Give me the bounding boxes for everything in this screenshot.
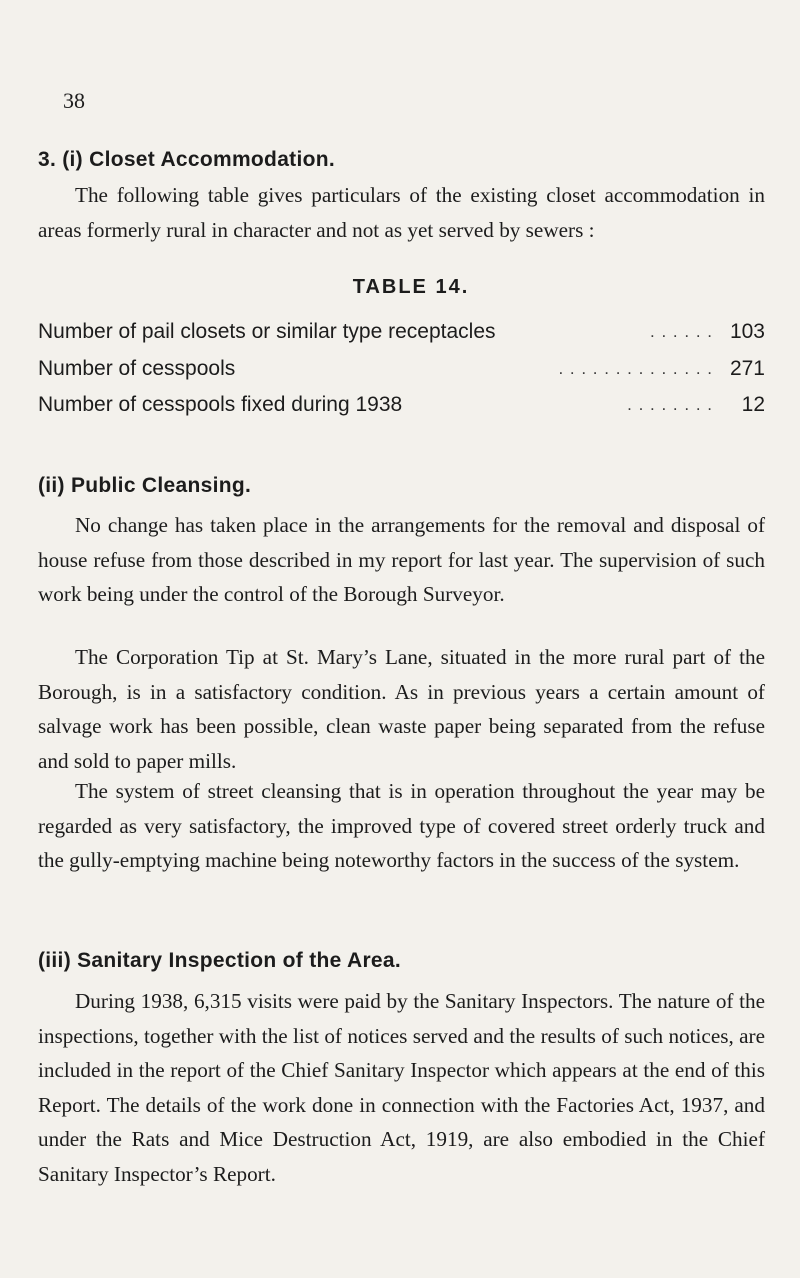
section-heading-sanitary-inspection: (iii) Sanitary Inspection of the Area.	[38, 949, 402, 972]
section-heading-closet-accommodation: 3. (i) Closet Accommodation.	[38, 148, 335, 171]
table-row-leader: . . . . . .	[650, 322, 713, 342]
table-row	[38, 314, 765, 351]
table-row	[38, 387, 765, 424]
page-number: 38	[63, 88, 85, 113]
table-row-leader: . . . . . . . .	[627, 395, 713, 415]
sanitary-inspection-paragraph: During 1938, 6,315 visits were paid by the Sanitary Inspectors. The nature of the inspections, together with the list of notices served and the results of such notices, are included in the report of the Chief Sanitary Inspector which appears at the end of this Report. The details of the work done in connection with the Factories Act, 1937, and under the Rats and Mice Destruction Act, 1919, are also embodied in the Chief Sanitary Inspector’s Report.	[38, 989, 765, 1186]
table-row-label: Number of pail closets or similar type receptacles	[38, 320, 496, 344]
table-row-label: Number of cesspools	[38, 356, 236, 380]
closet-table	[38, 314, 765, 424]
table-row-value: 103	[729, 320, 765, 344]
public-cleansing-paragraph-1: No change has taken place in the arrangements for the removal and disposal of house refuse from those described in my report for last year. The supervision of such work being under the control of the Borough Surveyor.	[38, 513, 765, 606]
table-row-value: 271	[729, 356, 765, 380]
table-row-label: Number of cesspools fixed during 1938	[38, 393, 403, 417]
closet-accommodation-intro: The following table gives particulars of the existing closet accommodation in areas formerly rural in character and not as yet served by sewers :	[38, 183, 765, 242]
table-row	[38, 351, 765, 388]
public-cleansing-paragraph-2: The Corporation Tip at St. Mary’s Lane, situated in the more rural part of the Borough, is in a satisfactory condition. As in previous years a certain amount of salvage work has been possible, clean waste paper being separated from the refuse and sold to paper mills.	[38, 645, 765, 773]
table-row-value: 12	[741, 393, 765, 417]
table-title: TABLE 14.	[352, 276, 470, 298]
table-row-leader: . . . . . . . . . . . . . .	[558, 358, 713, 378]
public-cleansing-paragraph-3: The system of street cleansing that is in operation throughout the year may be regarded as very satisfactory, the improved type of covered street orderly truck and the gully-emptying machine being noteworthy factors in the success of the system.	[38, 779, 765, 872]
section-heading-public-cleansing: (ii) Public Cleansing.	[38, 474, 252, 497]
